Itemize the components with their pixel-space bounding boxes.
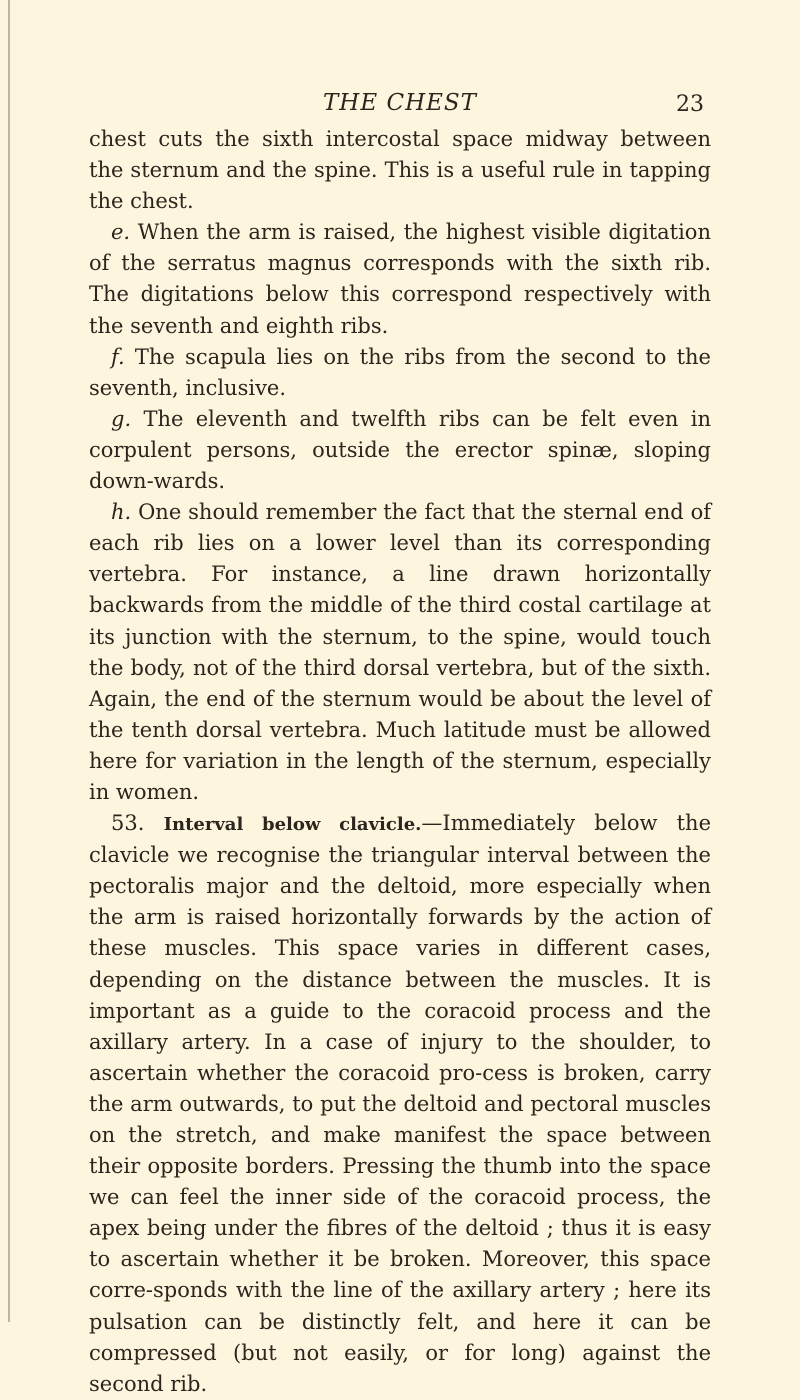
paragraph-text: The eleventh and twelfth ribs can be felt even in corpulent persons, outside the erector spinæ, sloping down-wards. [89,406,711,494]
paragraph-g [89,404,711,497]
paragraph-label: h. [111,500,132,525]
paragraph-text: —Immediately below the clavicle we recognise the triangular interval between the pectoralis major and the deltoid, more especially when the arm is raised horizontally forwards by the action of these muscles. This space varies in different cases, depending on the distance between the muscles. It is important as a guide to the coracoid process and the axillary artery. In a case of injury to the shoulder, to ascertain whether the coracoid pro-cess is broken, carry the arm outwards, to put the deltoid and pectoral muscles on the stretch, and make manifest the space between their opposite borders. Pressing the thumb into the space we can feel the inner side of the coracoid process, the apex being under the fibres of the deltoid ; thus it is easy to ascertain whether it be broken. Moreover, this space corre-sponds with the line of the axillary artery ; here its pulsation can be distinctly felt, and here it can be compressed (but not easily, or for long) against the second rib. [89,811,711,1396]
paragraph-text: The scapula lies on the ribs from the second to the seventh, inclusive. [89,344,711,400]
paragraph-text: chest cuts the sixth intercostal space midway between the sternum and the spine. This is a useful rule in tapping the chest. [89,127,711,214]
paragraph-f [89,342,711,404]
section-53 [89,808,711,1400]
section-heading: Interval below clavicle. [163,814,422,836]
body-text [89,124,711,1400]
paragraph-label: f. [111,344,125,369]
paragraph-e [89,217,711,341]
paragraph-h [89,497,711,808]
running-head: THE CHEST [322,90,478,116]
section-number: 53. [111,811,145,836]
page-number: 23 [676,92,704,117]
paragraph-text: One should remember the fact that the sternal end of each rib lies on a lower level than its corresponding vertebra. For instance, a line drawn horizontally backwards from the middle of the third costal cartilage at its junction with the sternum, to the spine, would touch the body, not of the third dorsal vertebra, but of the sixth. Again, the end of the sternum would be about the level of the tenth dorsal vertebra. Much latitude must be allowed here for variation in the length of the sternum, especially in women. [89,500,711,804]
paragraph-label: g. [111,406,132,431]
page-header [0,86,800,120]
paragraph-label: e. [111,220,131,245]
page-edge-line [8,0,10,1322]
paragraph-continuation [89,124,711,217]
paragraph-text: When the arm is raised, the highest visible digitation of the serratus magnus corresponds with the sixth rib. The digitations below this correspond respectively with the seventh and eighth ribs. [89,220,711,338]
